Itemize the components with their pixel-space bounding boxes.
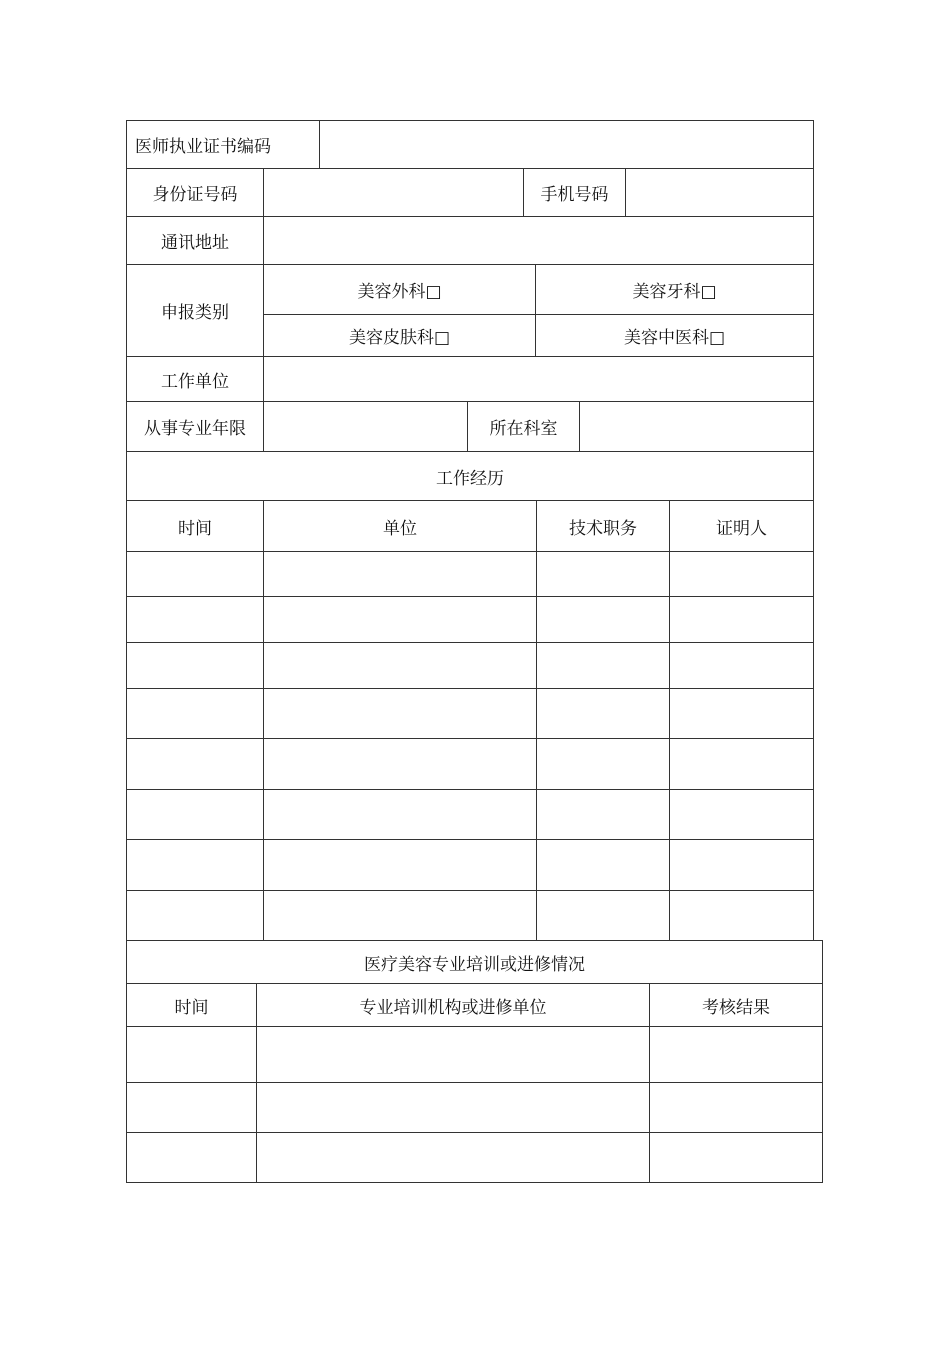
training-header-institution: 专业培训机构或进修单位 [359, 997, 547, 1018]
work-history-cell-time[interactable] [127, 597, 263, 642]
work-history-cell-employer[interactable] [264, 643, 536, 688]
training-cell-result[interactable] [650, 1027, 822, 1082]
training-cell-result[interactable] [650, 1133, 822, 1182]
training-cell-time[interactable] [127, 1133, 256, 1182]
work-history-cell-employer[interactable] [264, 790, 536, 839]
work-history-cell-referee[interactable] [670, 790, 813, 839]
work-history-cell-title[interactable] [537, 597, 669, 642]
department-field[interactable] [580, 402, 813, 451]
work-history-cell-title[interactable] [537, 891, 669, 940]
work-history-cell-title[interactable] [537, 790, 669, 839]
grid-line [813, 120, 814, 940]
work-history-cell-referee[interactable] [670, 597, 813, 642]
license-number-label: 医师执业证书编码 [135, 137, 271, 157]
category-label: 申报类别 [161, 303, 229, 323]
work-history-cell-time[interactable] [127, 552, 263, 596]
work-history-cell-employer[interactable] [264, 597, 536, 642]
work-history-cell-referee[interactable] [670, 552, 813, 596]
work-history-cell-time[interactable] [127, 643, 263, 688]
id-number-label: 身份证号码 [152, 185, 238, 205]
training-cell-institution[interactable] [257, 1027, 649, 1082]
work-history-title: 工作经历 [436, 468, 504, 489]
work-history-cell-time[interactable] [127, 739, 263, 789]
work-history-cell-time[interactable] [127, 891, 263, 940]
category-option-surgery[interactable]: 美容外科□ [357, 282, 442, 302]
license-number-field[interactable] [320, 121, 813, 168]
training-cell-institution[interactable] [257, 1083, 649, 1132]
work-history-cell-title[interactable] [537, 739, 669, 789]
work-history-cell-referee[interactable] [670, 689, 813, 738]
phone-field[interactable] [626, 169, 813, 216]
work-history-cell-time[interactable] [127, 689, 263, 738]
department-label: 所在科室 [489, 419, 558, 439]
work-history-cell-title[interactable] [537, 552, 669, 596]
work-history-cell-title[interactable] [537, 840, 669, 890]
work-history-cell-employer[interactable] [264, 689, 536, 738]
work-history-cell-referee[interactable] [670, 891, 813, 940]
work-history-cell-title[interactable] [537, 689, 669, 738]
phone-label: 手机号码 [540, 185, 609, 205]
work-history-header-title: 技术职务 [569, 518, 637, 539]
training-cell-result[interactable] [650, 1083, 822, 1132]
work-history-header-employer: 单位 [383, 518, 417, 539]
years-field[interactable] [264, 402, 467, 451]
category-option-dermatology[interactable]: 美容皮肤科□ [348, 328, 451, 348]
training-cell-time[interactable] [127, 1027, 256, 1082]
work-history-cell-employer[interactable] [264, 891, 536, 940]
work-history-cell-title[interactable] [537, 643, 669, 688]
work-history-header-time: 时间 [178, 518, 212, 539]
years-label: 从事专业年限 [144, 419, 246, 439]
address-label: 通讯地址 [161, 233, 229, 253]
training-title: 医疗美容专业培训或进修情况 [364, 954, 585, 975]
training-cell-time[interactable] [127, 1083, 256, 1132]
work-history-cell-referee[interactable] [670, 840, 813, 890]
work-history-cell-time[interactable] [127, 790, 263, 839]
training-cell-institution[interactable] [257, 1133, 649, 1182]
work-history-cell-referee[interactable] [670, 643, 813, 688]
employer-field[interactable] [264, 357, 813, 401]
work-history-cell-referee[interactable] [670, 739, 813, 789]
category-option-dental[interactable]: 美容牙科□ [632, 282, 717, 302]
training-header-result: 考核结果 [702, 997, 770, 1018]
employer-label: 工作单位 [161, 371, 229, 392]
address-field[interactable] [264, 217, 813, 264]
work-history-cell-employer[interactable] [264, 552, 536, 596]
id-number-field[interactable] [264, 169, 523, 216]
work-history-cell-employer[interactable] [264, 739, 536, 789]
work-history-cell-employer[interactable] [264, 840, 536, 890]
grid-line [822, 940, 823, 1183]
training-header-time: 时间 [174, 997, 209, 1018]
work-history-cell-time[interactable] [127, 840, 263, 890]
category-option-tcm[interactable]: 美容中医科□ [623, 328, 726, 348]
work-history-header-referee: 证明人 [716, 518, 767, 539]
grid-line [126, 1182, 823, 1183]
